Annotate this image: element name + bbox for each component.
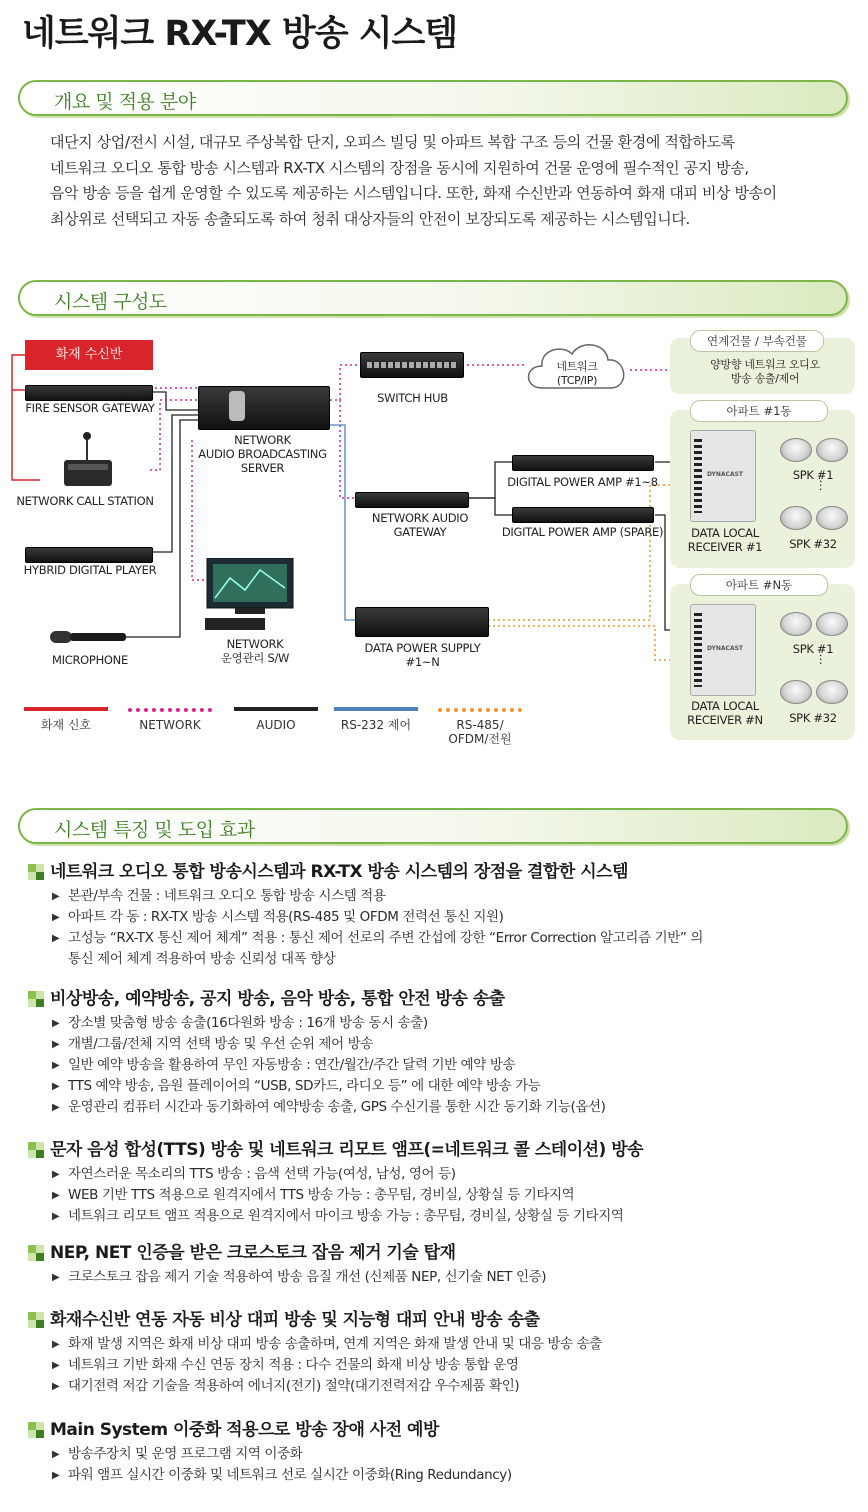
overview-line: 음악 방송 등을 쉽게 운영할 수 있도록 제공하는 시스템입니다. 또한, 화재 수신반과 연동하여 화재 대피 비상 방송이 [50,184,777,202]
list-item [28,1206,858,1227]
feature-title-text: Main System 이중화 적용으로 방송 장애 사전 예방 [50,1420,439,1440]
speaker-icon [816,680,848,704]
legend-label: RS-485/ OFDM/전원 [448,718,512,746]
rs485-line [488,485,690,620]
receiver1-label: DATA LOCAL RECEIVER #1 [687,526,763,554]
feature-block [28,860,858,970]
list-item [28,1355,858,1376]
fire-sensor-gateway-label: FIRE SENSOR GATEWAY [25,401,155,415]
list-item-text: 크로스토크 잡음 제거 기술 적용하여 방송 음질 개선 (신제품 NEP, 신기술 NET 인증) [68,1269,547,1285]
spk32-label: SPK #32 [789,711,837,725]
ellipsis-icon: ⋮ [815,652,827,666]
server-device [198,386,330,430]
list-item-text: 고성능 “RX-TX 통신 제어 체계” 적용 : 통신 제어 선로의 주변 간섭에 강한 “Error Correction 알고리즘 기반” 의 통신 제어 체계 적용하여 방송 신뢰성 대폭 향상 [68,930,704,967]
green-square-bullet-icon [28,1312,44,1328]
section-title: 시스템 구성도 [54,291,167,313]
page-title: 네트워크 RX-TX 방송 시스템 [22,14,458,54]
switch-hub-label: SWITCH HUB [377,391,448,405]
triangle-bullet-icon: ▶ [52,891,60,902]
green-square-bullet-icon [28,864,44,880]
feature-title-text: NEP, NET 인증을 받은 크로스토크 잡음 제거 기술 탑재 [50,1243,456,1263]
spk32-label: SPK #32 [789,537,837,551]
mgmt-sw-label: NETWORK 운영관리 S/W [220,637,290,665]
switch-hub-device [360,352,464,378]
power-supply-label: DATA POWER SUPPLY #1~N [364,641,481,669]
list-item [28,1034,858,1055]
green-square-bullet-icon [28,1245,44,1261]
system-diagram [0,330,868,760]
server-label: NETWORK AUDIO BROADCASTING SERVER [198,433,327,475]
fire-panel: 화재 수신반 [25,340,153,370]
feature-block [28,987,858,1118]
list-item-text: 대기전력 저감 기술을 적용하여 에너지(전기) 절약(대기전력저감 우수제품 확인) [68,1378,520,1394]
power-supply-device [355,607,489,637]
receiver1-device: DYNACAST [690,430,756,522]
legend-swatch-rs232 [334,707,418,711]
speaker-icon [780,506,812,530]
feature-title [28,1308,858,1332]
triangle-bullet-icon: ▶ [52,1381,60,1392]
triangle-bullet-icon: ▶ [52,1190,60,1201]
feature-title-text: 화재수신반 연동 자동 비상 대피 방송 및 지능형 대피 안내 방송 송출 [50,1310,540,1330]
feature-title [28,987,858,1011]
triangle-bullet-icon: ▶ [52,1060,60,1071]
feature-title [28,860,858,884]
amp-spare-label: DIGITAL POWER AMP (SPARE) [501,525,664,539]
feature-block [28,1241,858,1288]
feature-items [28,1444,858,1486]
list-item-text: 파워 앰프 실시간 이중화 및 네트워크 선로 실시간 이중화(Ring Redundancy) [68,1467,512,1483]
list-item [28,907,858,928]
list-item [28,1376,858,1397]
speaker-icon [780,612,812,636]
triangle-bullet-icon: ▶ [52,1449,60,1460]
list-item-text: 아파트 각 동 : RX-TX 방송 시스템 적용(RS-485 및 OFDM 전력선 통신 지원) [68,909,504,925]
feature-items [28,1164,858,1227]
call-station-label: NETWORK CALL STATION [16,494,154,508]
section-header-features [18,808,848,844]
legend-swatch-audio [234,707,318,711]
amp-main-device [512,455,654,471]
fire-sensor-gateway-device [25,385,153,401]
linked-building-desc: 양방향 네트워크 오디오 방송 송출/제어 [710,358,820,385]
list-item [28,886,858,907]
legend-label: AUDIO [256,718,296,732]
rs485-line [488,626,690,660]
triangle-bullet-icon: ▶ [52,1081,60,1092]
legend-swatch-rs485 [438,708,522,712]
list-item [28,1097,858,1118]
list-item-text: 본관/부속 건물 : 네트워크 오디오 통합 방송 시스템 적용 [68,888,386,904]
list-item-text: 네트워크 기반 화재 수신 연동 장치 적용 : 다수 건물의 화재 비상 방송 통합 운영 [68,1357,519,1373]
list-item [28,1013,858,1034]
feature-title [28,1138,858,1162]
aptN-tag: 아파트 #N동 [690,574,828,596]
list-item-text: 자연스러운 목소리의 TTS 방송 : 음색 선택 가능(여성, 남성, 영어 등) [68,1166,456,1182]
triangle-bullet-icon: ▶ [52,1339,60,1350]
receiverN-label: DATA LOCAL RECEIVER #N [687,699,763,727]
list-item [28,1465,858,1486]
network-line [340,400,355,498]
linked-building-tag: 연계건물 / 부속건물 [690,330,824,352]
legend-label: NETWORK [139,718,201,732]
legend-swatch-fire [24,707,108,711]
hybrid-player-device [25,547,153,563]
legend-swatch-network [128,708,212,712]
legend-label: RS-232 제어 [340,718,412,732]
hybrid-player-label: HYBRID DIGITAL PLAYER [23,563,157,577]
fire-line [12,355,40,480]
list-item-text: TTS 예약 방송, 음원 플레이어의 “USB, SD카드, 라디오 등” 에 대한 예약 방송 가능 [68,1078,541,1094]
speaker-icon [780,680,812,704]
feature-items [28,1334,858,1397]
mgmt-pc-device [205,558,300,633]
list-item [28,1334,858,1355]
speaker-icon [816,506,848,530]
audio-gateway-device [355,492,469,508]
triangle-bullet-icon: ▶ [52,933,60,944]
amp-main-label: DIGITAL POWER AMP #1~8 [507,475,658,489]
amp-spare-device [512,507,654,523]
triangle-bullet-icon: ▶ [52,1211,60,1222]
section-title: 시스템 특징 및 도입 효과 [54,819,255,841]
list-item [28,1185,858,1206]
feature-items [28,886,858,970]
speaker-icon [780,438,812,462]
section-header-overview [18,80,848,116]
speaker-icon [816,612,848,636]
triangle-bullet-icon: ▶ [52,1470,60,1481]
feature-block [28,1138,858,1227]
section-title: 개요 및 적용 분야 [54,91,196,113]
microphone-label: MICROPHONE [52,653,128,667]
legend-label: 화재 신호 [40,718,92,732]
feature-items [28,1267,858,1288]
triangle-bullet-icon: ▶ [52,1018,60,1029]
list-item-text: 개별/그룹/전체 지역 선택 방송 및 우선 순위 제어 방송 [68,1036,373,1052]
list-item-text: 장소별 맞춤형 방송 송출(16다원화 방송 : 16개 방송 동시 송출) [68,1015,428,1031]
triangle-bullet-icon: ▶ [52,1360,60,1371]
list-item [28,1164,858,1185]
ellipsis-icon: ⋮ [815,478,827,492]
green-square-bullet-icon [28,991,44,1007]
triangle-bullet-icon: ▶ [52,1169,60,1180]
spk1-label: SPK #1 [792,468,834,482]
feature-block [28,1308,858,1397]
list-item-text: WEB 기반 TTS 적용으로 원격지에서 TTS 방송 가능 : 총무팀, 경비실, 상황실 등 기타지역 [68,1187,575,1203]
overview-text [50,130,850,232]
feature-items [28,1013,858,1118]
triangle-bullet-icon: ▶ [52,1039,60,1050]
list-item-text: 네트워크 리모트 앰프 적용으로 원격지에서 마이크 방송 가능 : 총무팀, 경비실, 상황실 등 기타지역 [68,1208,624,1224]
list-item-text: 화재 발생 지역은 화재 비상 대피 방송 송출하며, 연계 지역은 화재 발생 안내 및 대응 방송 송출 [68,1336,602,1352]
feature-block [28,1418,858,1486]
overview-line: 대단지 상업/전시 시설, 대규모 주상복합 단지, 오피스 빌딩 및 아파트 복합 구조 등의 건물 환경에 적합하도록 [50,133,735,151]
section-header-diagram [18,280,848,316]
overview-line: 최상위로 선택되고 자동 송출되도록 하여 청취 대상자들의 안전이 보장되도록 제공하는 시스템입니다. [50,209,690,228]
feature-title-text: 비상방송, 예약방송, 공지 방송, 음악 방송, 통합 안전 방송 송출 [50,989,505,1009]
feature-title [28,1241,858,1265]
speaker-icon [816,438,848,462]
triangle-bullet-icon: ▶ [52,1272,60,1283]
receiverN-device: DYNACAST [690,604,756,696]
network-cloud-label: 네트워크 (TCP/IP) [556,360,598,387]
apt1-tag: 아파트 #1동 [690,400,828,422]
list-item [28,1055,858,1076]
green-square-bullet-icon [28,1422,44,1438]
overview-line: 네트워크 오디오 통합 방송 시스템과 RX-TX 시스템의 장점을 동시에 지원하여 건물 운영에 필수적인 공지 방송, [50,158,749,177]
list-item-text: 운영관리 컴퓨터 시간과 동기화하여 예약방송 송출, GPS 수신기를 통한 시간 동기화 기능(옵션) [68,1099,606,1115]
call-station-device [60,430,115,490]
list-item-text: 일반 예약 방송을 활용하여 무인 자동방송 : 연간/월간/주간 달력 기반 예약 방송 [68,1057,516,1073]
feature-title-text: 네트워크 오디오 통합 방송시스템과 RX-TX 방송 시스템의 장점을 결합한 시스템 [50,862,628,882]
spk1-label: SPK #1 [792,642,834,656]
list-item [28,1444,858,1465]
list-item [28,928,858,970]
audio-gateway-label: NETWORK AUDIO GATEWAY [371,511,469,539]
triangle-bullet-icon: ▶ [52,1102,60,1113]
feature-title [28,1418,858,1442]
list-item [28,1267,858,1288]
microphone-device [50,626,130,646]
fire-signal-lines [12,355,40,480]
green-square-bullet-icon [28,1142,44,1158]
list-item-text: 방송주장치 및 운영 프로그램 지역 이중화 [68,1446,303,1462]
list-item [28,1076,858,1097]
feature-title-text: 문자 음성 합성(TTS) 방송 및 네트워크 리모트 앰프(=네트워크 콜 스테이션) 방송 [50,1140,644,1160]
triangle-bullet-icon: ▶ [52,912,60,923]
